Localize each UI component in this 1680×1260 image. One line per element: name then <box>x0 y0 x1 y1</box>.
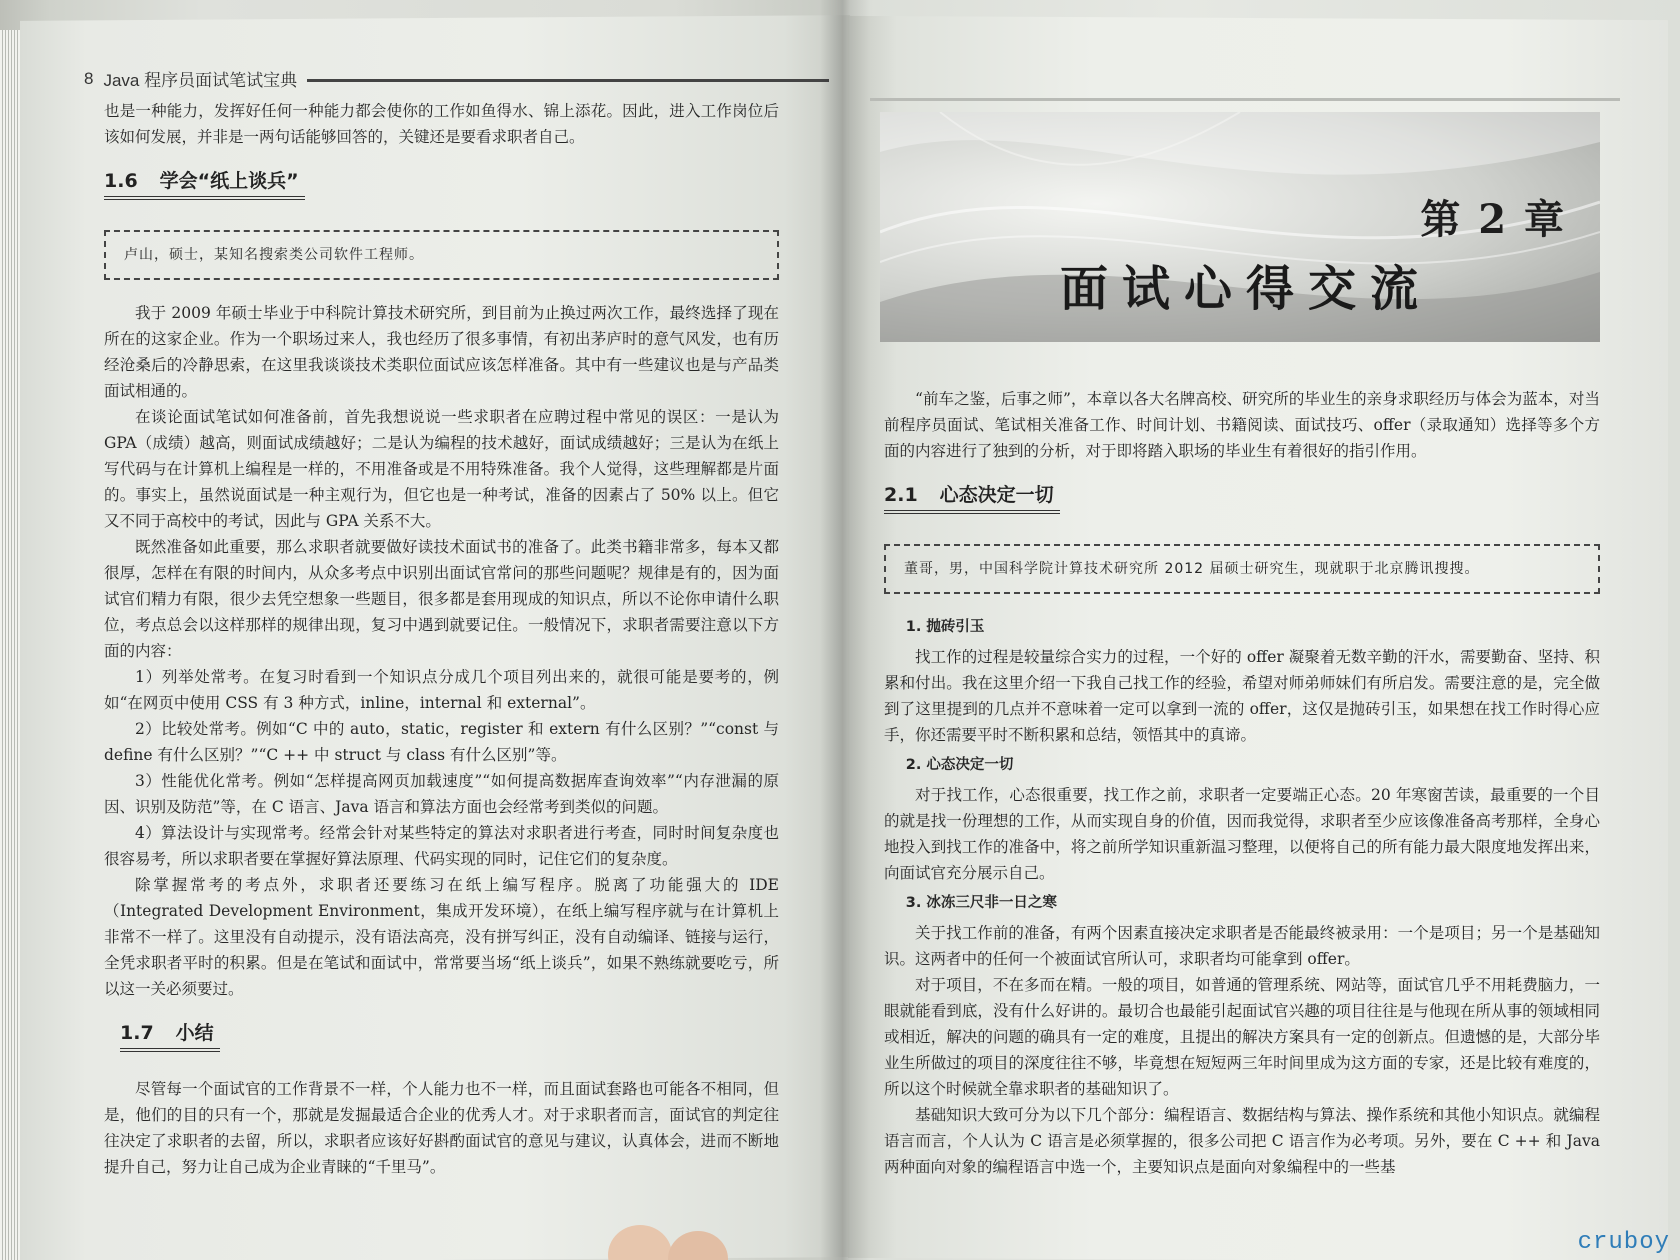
section-heading-1-7 <box>120 1020 220 1052</box>
paragraph: 对于项目，不在多而在精。一般的项目，如普通的管理系统、网站等，面试官几乎不用耗费脑力，一眼就能看到底，没有什么好讲的。最切合也最能引起面试官兴趣的项目往往是与他现在所从事的领域相同或相近，解决的问题的确具有一定的难度，且提出的解决方案具有一定的创新点。但遗憾的是，大部分毕业生所做过的项目的深度往往不够，毕竟想在短短两三年时间里成为这方面的专家，还是比较有难度的，所以这个时候就全靠求职者的基础知识了。 <box>884 976 1600 1098</box>
chapter-banner <box>880 112 1600 342</box>
section-title: 学会“纸上谈兵” <box>159 170 299 192</box>
paragraph: 除掌握常考的考点外，求职者还要练习在纸上编写程序。脱离了功能强大的 IDE（Integrated Development Environment，集成开发环境），在纸上编写程序就与在计算机上非常不一样了。这里没有自动提示，没有语法高亮，没有拼写纠正，没有自动编译、链接与运行，全凭求职者平时的积累。但是在笔试和面试中，常常要当场“纸上谈兵”，如果不熟练就要吃亏，所以这一关必须要过。 <box>104 876 779 998</box>
profile-box: 董哥，男，中国科学院计算技术研究所 2012 届硕士研究生，现就职于北京腾讯搜搜。 <box>884 544 1600 594</box>
paragraph: 关于找工作前的准备，有两个因素直接决定求职者是否能最终被录用：一个是项目；另一个是基础知识。这两者中的任何一个被面试官所认可，求职者均可能拿到 offer。 <box>884 924 1600 968</box>
list-item: 1）列举处常考。在复习时看到一个知识点分成几个项目列出来的，就很可能是要考的，例如“在网页中使用 CSS 有 3 种方式，inline，internal 和 external”。 <box>104 668 779 712</box>
subsection-heading: 3. 冰冻三尺非一日之寒 <box>905 895 1057 911</box>
chapter-number: 第 2 章 <box>1420 196 1566 243</box>
paragraph: 我于 2009 年硕士毕业于中科院计算技术研究所，到目前为止换过两次工作，最终选择了现在所在的这家企业。作为一个职场过来人，我也经历了很多事情，有初出茅庐时的意气风发，也有历经沧桑后的冷静思索，在这里我谈谈技术类职位面试应该怎样准备。其中有一些建议也是与产品类面试相通的。 <box>104 304 779 400</box>
subsection-heading: 1. 抛砖引玉 <box>905 619 985 635</box>
watermark: cruboy <box>1577 1229 1670 1256</box>
list-item: 3）性能优化常考。例如“怎样提高网页加载速度”“如何提高数据库查询效率”“内存泄漏的原因、识别及防范”等，在 C 语言、Java 语言和算法方面也会经常考到类似的问题。 <box>104 772 779 816</box>
section-heading-2-1 <box>884 482 1060 514</box>
section-number: 1.6 <box>104 170 138 192</box>
paragraph: 在谈论面试笔试如何准备前，首先我想说说一些求职者在应聘过程中常见的误区：一是认为 GPA（成绩）越高，则面试成绩越好；二是认为编程的技术越好，面试成绩越好；三是认为在纸上写代码与在计算机上编程是一样的，不用准备或是不用特殊准备。我个人觉得，这些理解都是片面的。事实上，虽然说面试是一种主观行为，但它也是一种考试，准备的因素占了 50% 以上。但它又不同于高校中的考试，因此与 GPA 关系不大。 <box>104 408 779 530</box>
left-page-body <box>104 98 779 1180</box>
section-number: 2.1 <box>884 484 918 506</box>
paragraph: 对于找工作，心态很重要，找工作之前，求职者一定要端正心态。20 年寒窗苦读，最重要的一个目的就是找一份理想的工作，从而实现自身的价值，因而我觉得，求职者至少应该像准备高考那样，全身心地投入到找工作的准备中，将之前所学知识重新温习整理，以便将自己的所有能力最大限度地发挥出来，向面试官充分展示自己。 <box>884 786 1600 882</box>
chapter-title: 面试心得交流 <box>1060 261 1433 317</box>
chapter-intro-paragraph: “前车之鉴，后事之师”，本章以各大名牌高校、研究所的毕业生的亲身求职经历与体会为蓝本，对当前程序员面试、笔试相关准备工作、时间计划、书籍阅读、面试技巧、offer（录取通知）选择等多个方面的内容进行了独到的分析，对于即将踏入职场的毕业生有着很好的指引作用。 <box>884 390 1600 460</box>
header-rule <box>870 98 1620 101</box>
right-page-body <box>884 386 1600 1180</box>
book-gutter-shadow <box>820 0 870 1260</box>
paragraph: 既然准备如此重要，那么求职者就要做好读技术面试书的准备了。此类书籍非常多，每本又都很厚，怎样在有限的时间内，从众多考点中识别出面试官常问的那些问题呢？规律是有的，因为面试官们精力有限，很少去凭空想象一些题目，很多都是套用现成的知识点，所以不论你申请什么职位，考点总会以这样那样的规律出现，复习中遇到就要记住。一般情况下，求职者需要注意以下方面的内容： <box>104 538 779 660</box>
section-title: 小结 <box>175 1022 214 1044</box>
list-item: 4）算法设计与实现常考。经常会针对某些特定的算法对求职者进行考查，同时时间复杂度也很容易考，所以求职者要在掌握好算法原理、代码实现的同时，记住它们的复杂度。 <box>104 824 779 868</box>
fingertips-image <box>600 1215 750 1260</box>
intro-paragraph: 也是一种能力，发挥好任何一种能力都会使你的工作如鱼得水、锦上添花。因此，进入工作岗位后该如何发展，并非是一两句话能够回答的，关键还是要看求职者自己。 <box>104 102 779 146</box>
paragraph: 基础知识大致可分为以下几个部分：编程语言、数据结构与算法、操作系统和其他小知识点。就编程语言而言，个人认为 C 语言是必须掌握的，很多公司把 C 语言作为必考项。另外，要在 C ++ 和 Java 两种面向对象的编程语言中选一个，主要知识点是面向对象编程中的一些基 <box>884 1106 1600 1176</box>
page-number: 8 <box>84 68 94 88</box>
section-number: 1.7 <box>120 1022 154 1044</box>
subsection-heading: 2. 心态决定一切 <box>905 757 1014 773</box>
paragraph: 找工作的过程是较量综合实力的过程，一个好的 offer 凝聚着无数辛勤的汗水，需要勤奋、坚持、积累和付出。我在这里介绍一下我自己找工作的经验，希望对师弟师妹们有所启发。需要注意的是，完全做到了这里提到的几点并不意味着一定可以拿到一流的 offer，这仅是抛砖引玉，如果想在找工作时得心应手，你还需要平时不断积累和总结，领悟其中的真谛。 <box>884 648 1600 744</box>
profile-box: 卢山，硕士，某知名搜索类公司软件工程师。 <box>104 230 779 280</box>
book-title: Java 程序员面试笔试宝典 <box>103 71 298 90</box>
list-item: 2）比较处常考。例如“C 中的 auto，static，register 和 extern 有什么区别？”“const 与 define 有什么区别？”“C ++ 中 struct 与 class 有什么区别”等。 <box>104 720 779 764</box>
section-heading-1-6 <box>104 168 305 200</box>
section-title: 心态决定一切 <box>939 484 1054 506</box>
header-rule <box>307 79 829 82</box>
paragraph: 尽管每一个面试官的工作背景不一样，个人能力也不一样，而且面试套路也可能各不相同，但是，他们的目的只有一个，那就是发掘最适合企业的优秀人才。对于求职者而言，面试官的判定往往决定了求职者的去留，所以，求职者应该好好斟酌面试官的意见与建议，认真体会，进而不断地提升自己，努力让自己成为企业青睐的“千里马”。 <box>104 1080 779 1176</box>
left-page-header <box>84 66 829 91</box>
